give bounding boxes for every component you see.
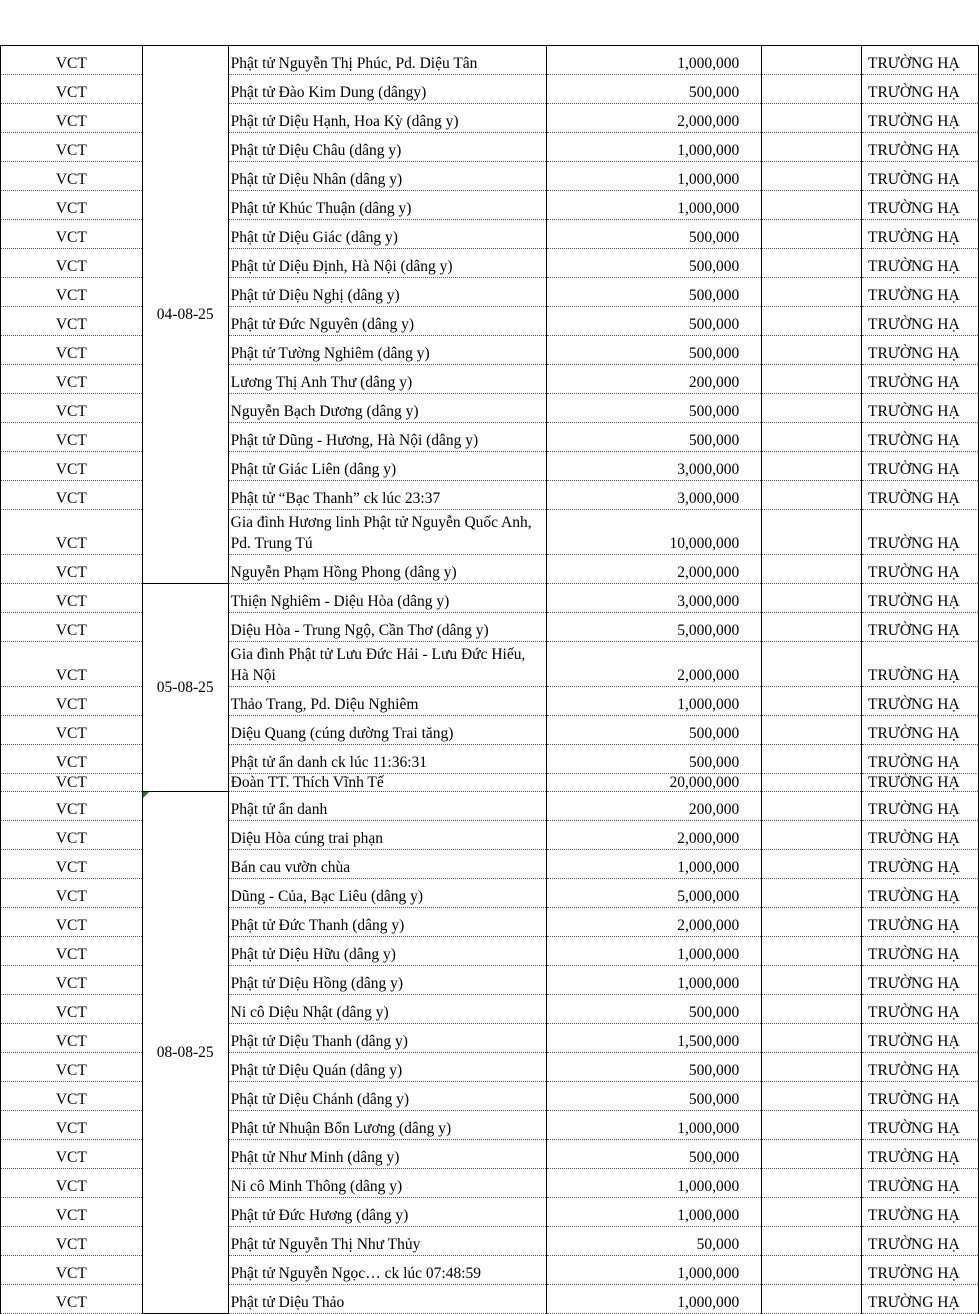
campaign-cell[interactable]: TRƯỜNG HẠ xyxy=(861,278,978,307)
campaign-cell[interactable]: TRƯỜNG HẠ xyxy=(861,220,978,249)
source-cell[interactable]: VCT xyxy=(1,1111,143,1140)
campaign-cell[interactable]: TRƯỜNG HẠ xyxy=(861,1082,978,1111)
campaign-cell[interactable]: TRƯỜNG HẠ xyxy=(861,423,978,452)
campaign-cell[interactable]: TRƯỜNG HẠ xyxy=(861,995,978,1024)
campaign-cell[interactable]: TRƯỜNG HẠ xyxy=(861,1169,978,1198)
description-cell[interactable]: Phật tử Diệu Nhân (dâng y) xyxy=(228,162,546,191)
campaign-cell[interactable]: TRƯỜNG HẠ xyxy=(861,1140,978,1169)
description-cell[interactable]: Phật tử Diệu Thảo xyxy=(228,1285,546,1314)
source-cell[interactable]: VCT xyxy=(1,191,143,220)
description-cell[interactable]: Phật tử Đức Hương (dâng y) xyxy=(228,1198,546,1227)
amount-cell[interactable]: 3,000,000 xyxy=(546,481,762,510)
source-cell[interactable]: VCT xyxy=(1,452,143,481)
campaign-cell[interactable]: TRƯỜNG HẠ xyxy=(861,394,978,423)
description-cell[interactable]: Phật tử Đào Kim Dung (dângy) xyxy=(228,75,546,104)
empty-cell[interactable] xyxy=(762,687,862,716)
date-cell[interactable]: 04-08-25 xyxy=(142,46,228,584)
empty-cell[interactable] xyxy=(762,1024,862,1053)
campaign-cell[interactable]: TRƯỜNG HẠ xyxy=(861,1256,978,1285)
empty-cell[interactable] xyxy=(762,75,862,104)
campaign-cell[interactable]: TRƯỜNG HẠ xyxy=(861,613,978,642)
description-cell[interactable]: Gia đình Phật tử Lưu Đức Hải - Lưu Đức Hiếu, Hà Nội xyxy=(228,642,546,687)
campaign-cell[interactable]: TRƯỜNG HẠ xyxy=(861,191,978,220)
campaign-cell[interactable]: TRƯỜNG HẠ xyxy=(861,1227,978,1256)
empty-cell[interactable] xyxy=(762,510,862,555)
description-cell[interactable]: Phật tử Diệu Giác (dâng y) xyxy=(228,220,546,249)
source-cell[interactable]: VCT xyxy=(1,249,143,278)
empty-cell[interactable] xyxy=(762,423,862,452)
amount-cell[interactable]: 500,000 xyxy=(546,75,762,104)
description-cell[interactable]: Nguyễn Phạm Hồng Phong (dâng y) xyxy=(228,555,546,584)
amount-cell[interactable]: 1,000,000 xyxy=(546,1169,762,1198)
amount-cell[interactable]: 1,000,000 xyxy=(546,966,762,995)
source-cell[interactable]: VCT xyxy=(1,774,143,792)
amount-cell[interactable]: 500,000 xyxy=(546,249,762,278)
empty-cell[interactable] xyxy=(762,850,862,879)
campaign-cell[interactable]: TRƯỜNG HẠ xyxy=(861,249,978,278)
description-cell[interactable]: Phật tử Dũng - Hương, Hà Nội (dâng y) xyxy=(228,423,546,452)
campaign-cell[interactable]: TRƯỜNG HẠ xyxy=(861,104,978,133)
amount-cell[interactable]: 1,000,000 xyxy=(546,1198,762,1227)
empty-cell[interactable] xyxy=(762,642,862,687)
source-cell[interactable]: VCT xyxy=(1,394,143,423)
campaign-cell[interactable]: TRƯỜNG HẠ xyxy=(861,307,978,336)
source-cell[interactable]: VCT xyxy=(1,555,143,584)
amount-cell[interactable]: 1,000,000 xyxy=(546,133,762,162)
empty-cell[interactable] xyxy=(762,774,862,792)
campaign-cell[interactable]: TRƯỜNG HẠ xyxy=(861,162,978,191)
empty-cell[interactable] xyxy=(762,1227,862,1256)
amount-cell[interactable]: 200,000 xyxy=(546,365,762,394)
amount-cell[interactable]: 5,000,000 xyxy=(546,879,762,908)
empty-cell[interactable] xyxy=(762,336,862,365)
description-cell[interactable]: Diệu Hòa - Trung Ngộ, Cần Thơ (dâng y) xyxy=(228,613,546,642)
empty-cell[interactable] xyxy=(762,104,862,133)
empty-cell[interactable] xyxy=(762,394,862,423)
empty-cell[interactable] xyxy=(762,821,862,850)
source-cell[interactable]: VCT xyxy=(1,307,143,336)
amount-cell[interactable]: 200,000 xyxy=(546,792,762,821)
description-cell[interactable]: Bán cau vườn chùa xyxy=(228,850,546,879)
empty-cell[interactable] xyxy=(762,555,862,584)
source-cell[interactable]: VCT xyxy=(1,1053,143,1082)
source-cell[interactable]: VCT xyxy=(1,1140,143,1169)
empty-cell[interactable] xyxy=(762,452,862,481)
campaign-cell[interactable]: TRƯỜNG HẠ xyxy=(861,716,978,745)
description-cell[interactable]: Phật tử Diệu Quán (dâng y) xyxy=(228,1053,546,1082)
campaign-cell[interactable]: TRƯỜNG HẠ xyxy=(861,481,978,510)
table-row xyxy=(1,46,979,75)
empty-cell[interactable] xyxy=(762,278,862,307)
source-cell[interactable]: VCT xyxy=(1,46,143,75)
donation-ledger-table xyxy=(0,45,979,1314)
campaign-cell[interactable]: TRƯỜNG HẠ xyxy=(861,850,978,879)
empty-cell[interactable] xyxy=(762,1285,862,1314)
source-cell[interactable]: VCT xyxy=(1,1082,143,1111)
ledger-body xyxy=(1,46,979,1314)
amount-cell[interactable]: 1,000,000 xyxy=(546,1285,762,1314)
campaign-cell[interactable]: TRƯỜNG HẠ xyxy=(861,687,978,716)
source-cell[interactable]: VCT xyxy=(1,365,143,394)
description-cell[interactable]: Phật tử Diệu Nghị (dâng y) xyxy=(228,278,546,307)
empty-cell[interactable] xyxy=(762,1053,862,1082)
empty-cell[interactable] xyxy=(762,745,862,774)
description-cell[interactable]: Phật tử Giác Liên (dâng y) xyxy=(228,452,546,481)
description-cell[interactable]: Phật tử ẩn danh xyxy=(228,792,546,821)
amount-cell[interactable]: 1,000,000 xyxy=(546,850,762,879)
amount-cell[interactable]: 50,000 xyxy=(546,1227,762,1256)
description-cell[interactable]: Thảo Trang, Pd. Diệu Nghiêm xyxy=(228,687,546,716)
campaign-cell[interactable]: TRƯỜNG HẠ xyxy=(861,908,978,937)
amount-cell[interactable]: 20,000,000 xyxy=(546,774,762,792)
amount-cell[interactable]: 500,000 xyxy=(546,336,762,365)
amount-cell[interactable]: 1,000,000 xyxy=(546,46,762,75)
description-cell[interactable]: Diệu Quang (cúng dường Trai tăng) xyxy=(228,716,546,745)
description-cell[interactable]: Phật tử Diệu Định, Hà Nội (dâng y) xyxy=(228,249,546,278)
amount-cell[interactable]: 1,000,000 xyxy=(546,1111,762,1140)
description-cell[interactable]: Phật tử Diệu Châu (dâng y) xyxy=(228,133,546,162)
source-cell[interactable]: VCT xyxy=(1,1198,143,1227)
empty-cell[interactable] xyxy=(762,365,862,394)
description-cell[interactable]: Phật tử Diệu Hạnh, Hoa Kỳ (dâng y) xyxy=(228,104,546,133)
amount-cell[interactable]: 500,000 xyxy=(546,220,762,249)
campaign-cell[interactable]: TRƯỜNG HẠ xyxy=(861,365,978,394)
source-cell[interactable]: VCT xyxy=(1,584,143,613)
source-cell[interactable]: VCT xyxy=(1,75,143,104)
campaign-cell[interactable]: TRƯỜNG HẠ xyxy=(861,555,978,584)
empty-cell[interactable] xyxy=(762,1140,862,1169)
empty-cell[interactable] xyxy=(762,1082,862,1111)
campaign-cell[interactable]: TRƯỜNG HẠ xyxy=(861,1198,978,1227)
campaign-cell[interactable]: TRƯỜNG HẠ xyxy=(861,745,978,774)
description-cell[interactable]: Lương Thị Anh Thư (dâng y) xyxy=(228,365,546,394)
description-cell[interactable]: Diệu Hòa cúng trai phạn xyxy=(228,821,546,850)
campaign-cell[interactable]: TRƯỜNG HẠ xyxy=(861,75,978,104)
empty-cell[interactable] xyxy=(762,481,862,510)
campaign-cell[interactable]: TRƯỜNG HẠ xyxy=(861,792,978,821)
source-cell[interactable]: VCT xyxy=(1,908,143,937)
description-cell[interactable]: Phật tử Nguyễn Thị Phúc, Pd. Diệu Tân xyxy=(228,46,546,75)
amount-cell[interactable]: 500,000 xyxy=(546,1082,762,1111)
amount-cell[interactable]: 500,000 xyxy=(546,278,762,307)
description-cell[interactable]: Dũng - Của, Bạc Liêu (dâng y) xyxy=(228,879,546,908)
source-cell[interactable]: VCT xyxy=(1,966,143,995)
source-cell[interactable]: VCT xyxy=(1,1227,143,1256)
source-cell[interactable]: VCT xyxy=(1,937,143,966)
source-cell[interactable]: VCT xyxy=(1,220,143,249)
source-cell[interactable]: VCT xyxy=(1,716,143,745)
campaign-cell[interactable]: TRƯỜNG HẠ xyxy=(861,879,978,908)
description-cell[interactable]: Phật tử Tường Nghiêm (dâng y) xyxy=(228,336,546,365)
description-cell[interactable]: Phật tử Như Minh (dâng y) xyxy=(228,1140,546,1169)
source-cell[interactable]: VCT xyxy=(1,687,143,716)
empty-cell[interactable] xyxy=(762,879,862,908)
empty-cell[interactable] xyxy=(762,937,862,966)
amount-cell[interactable]: 2,000,000 xyxy=(546,821,762,850)
source-cell[interactable]: VCT xyxy=(1,879,143,908)
source-cell[interactable]: VCT xyxy=(1,162,143,191)
campaign-cell[interactable]: TRƯỜNG HẠ xyxy=(861,510,978,555)
date-cell[interactable]: 05-08-25 xyxy=(142,584,228,792)
amount-cell[interactable]: 3,000,000 xyxy=(546,452,762,481)
source-cell[interactable]: VCT xyxy=(1,1024,143,1053)
amount-cell[interactable]: 500,000 xyxy=(546,716,762,745)
amount-cell[interactable]: 1,000,000 xyxy=(546,687,762,716)
source-cell[interactable]: VCT xyxy=(1,278,143,307)
amount-cell[interactable]: 500,000 xyxy=(546,1053,762,1082)
source-cell[interactable]: VCT xyxy=(1,642,143,687)
description-cell[interactable]: Phật tử Đức Thanh (dâng y) xyxy=(228,908,546,937)
campaign-cell[interactable]: TRƯỜNG HẠ xyxy=(861,1024,978,1053)
amount-cell[interactable]: 1,000,000 xyxy=(546,937,762,966)
empty-cell[interactable] xyxy=(762,792,862,821)
description-cell[interactable]: Phật tử Nhuận Bổn Lương (dâng y) xyxy=(228,1111,546,1140)
description-cell[interactable]: Phật tử Khúc Thuận (dâng y) xyxy=(228,191,546,220)
amount-cell[interactable]: 5,000,000 xyxy=(546,613,762,642)
source-cell[interactable]: VCT xyxy=(1,481,143,510)
source-cell[interactable]: VCT xyxy=(1,1169,143,1198)
empty-cell[interactable] xyxy=(762,162,862,191)
description-cell[interactable]: Đoàn TT. Thích Vĩnh Tế xyxy=(228,774,546,792)
source-cell[interactable]: VCT xyxy=(1,613,143,642)
empty-cell[interactable] xyxy=(762,966,862,995)
description-cell[interactable]: Phật tử “Bạc Thanh” ck lúc 23:37 xyxy=(228,481,546,510)
source-cell[interactable]: VCT xyxy=(1,821,143,850)
description-cell[interactable]: Gia đình Hương linh Phật tử Nguyễn Quốc Anh, Pd. Trung Tú xyxy=(228,510,546,555)
empty-cell[interactable] xyxy=(762,1169,862,1198)
source-cell[interactable]: VCT xyxy=(1,336,143,365)
empty-cell[interactable] xyxy=(762,220,862,249)
table-row xyxy=(1,792,979,821)
empty-cell[interactable] xyxy=(762,46,862,75)
description-cell[interactable]: Phật tử Diệu Hồng (dâng y) xyxy=(228,966,546,995)
source-cell[interactable]: VCT xyxy=(1,850,143,879)
source-cell[interactable]: VCT xyxy=(1,510,143,555)
empty-cell[interactable] xyxy=(762,908,862,937)
empty-cell[interactable] xyxy=(762,249,862,278)
source-cell[interactable]: VCT xyxy=(1,104,143,133)
empty-cell[interactable] xyxy=(762,1111,862,1140)
empty-cell[interactable] xyxy=(762,307,862,336)
amount-cell[interactable]: 500,000 xyxy=(546,423,762,452)
amount-cell[interactable]: 10,000,000 xyxy=(546,510,762,555)
campaign-cell[interactable]: TRƯỜNG HẠ xyxy=(861,966,978,995)
campaign-cell[interactable]: TRƯỜNG HẠ xyxy=(861,821,978,850)
amount-cell[interactable]: 2,000,000 xyxy=(546,908,762,937)
description-cell[interactable]: Phật tử ẩn danh ck lúc 11:36:31 xyxy=(228,745,546,774)
description-cell[interactable]: Ni cô Diệu Nhật (dâng y) xyxy=(228,995,546,1024)
empty-cell[interactable] xyxy=(762,584,862,613)
campaign-cell[interactable]: TRƯỜNG HẠ xyxy=(861,1111,978,1140)
table-row xyxy=(1,584,979,613)
campaign-cell[interactable]: TRƯỜNG HẠ xyxy=(861,937,978,966)
description-cell[interactable]: Phật tử Đức Nguyên (dâng y) xyxy=(228,307,546,336)
description-cell[interactable]: Phật tử Diệu Thanh (dâng y) xyxy=(228,1024,546,1053)
source-cell[interactable]: VCT xyxy=(1,1285,143,1314)
empty-cell[interactable] xyxy=(762,995,862,1024)
amount-cell[interactable]: 500,000 xyxy=(546,745,762,774)
campaign-cell[interactable]: TRƯỜNG HẠ xyxy=(861,774,978,792)
source-cell[interactable]: VCT xyxy=(1,995,143,1024)
campaign-cell[interactable]: TRƯỜNG HẠ xyxy=(861,1053,978,1082)
campaign-cell[interactable]: TRƯỜNG HẠ xyxy=(861,46,978,75)
amount-cell[interactable]: 2,000,000 xyxy=(546,555,762,584)
amount-cell[interactable]: 1,000,000 xyxy=(546,162,762,191)
amount-cell[interactable]: 500,000 xyxy=(546,995,762,1024)
empty-cell[interactable] xyxy=(762,1256,862,1285)
description-cell[interactable]: Phật tử Diệu Hữu (dâng y) xyxy=(228,937,546,966)
source-cell[interactable]: VCT xyxy=(1,745,143,774)
date-cell[interactable]: 08-08-25 xyxy=(142,792,228,1314)
description-cell[interactable]: Ni cô Minh Thông (dâng y) xyxy=(228,1169,546,1198)
amount-cell[interactable]: 3,000,000 xyxy=(546,584,762,613)
empty-cell[interactable] xyxy=(762,191,862,220)
amount-cell[interactable]: 2,000,000 xyxy=(546,104,762,133)
amount-cell[interactable]: 500,000 xyxy=(546,394,762,423)
empty-cell[interactable] xyxy=(762,613,862,642)
amount-cell[interactable]: 2,000,000 xyxy=(546,642,762,687)
description-cell[interactable]: Phật tử Nguyễn Thị Như Thủy xyxy=(228,1227,546,1256)
empty-cell[interactable] xyxy=(762,1198,862,1227)
description-cell[interactable]: Nguyễn Bạch Dương (dâng y) xyxy=(228,394,546,423)
amount-cell[interactable]: 500,000 xyxy=(546,1140,762,1169)
description-cell[interactable]: Phật tử Nguyễn Ngọc… ck lúc 07:48:59 xyxy=(228,1256,546,1285)
campaign-cell[interactable]: TRƯỜNG HẠ xyxy=(861,1285,978,1314)
amount-cell[interactable]: 1,000,000 xyxy=(546,191,762,220)
description-cell[interactable]: Phật tử Diệu Chánh (dâng y) xyxy=(228,1082,546,1111)
source-cell[interactable]: VCT xyxy=(1,1256,143,1285)
description-cell[interactable]: Thiện Nghiêm - Diệu Hòa (dâng y) xyxy=(228,584,546,613)
campaign-cell[interactable]: TRƯỜNG HẠ xyxy=(861,452,978,481)
amount-cell[interactable]: 1,000,000 xyxy=(546,1256,762,1285)
campaign-cell[interactable]: TRƯỜNG HẠ xyxy=(861,642,978,687)
amount-cell[interactable]: 1,500,000 xyxy=(546,1024,762,1053)
source-cell[interactable]: VCT xyxy=(1,133,143,162)
source-cell[interactable]: VCT xyxy=(1,423,143,452)
campaign-cell[interactable]: TRƯỜNG HẠ xyxy=(861,584,978,613)
empty-cell[interactable] xyxy=(762,133,862,162)
campaign-cell[interactable]: TRƯỜNG HẠ xyxy=(861,133,978,162)
source-cell[interactable]: VCT xyxy=(1,792,143,821)
campaign-cell[interactable]: TRƯỜNG HẠ xyxy=(861,336,978,365)
amount-cell[interactable]: 500,000 xyxy=(546,307,762,336)
empty-cell[interactable] xyxy=(762,716,862,745)
